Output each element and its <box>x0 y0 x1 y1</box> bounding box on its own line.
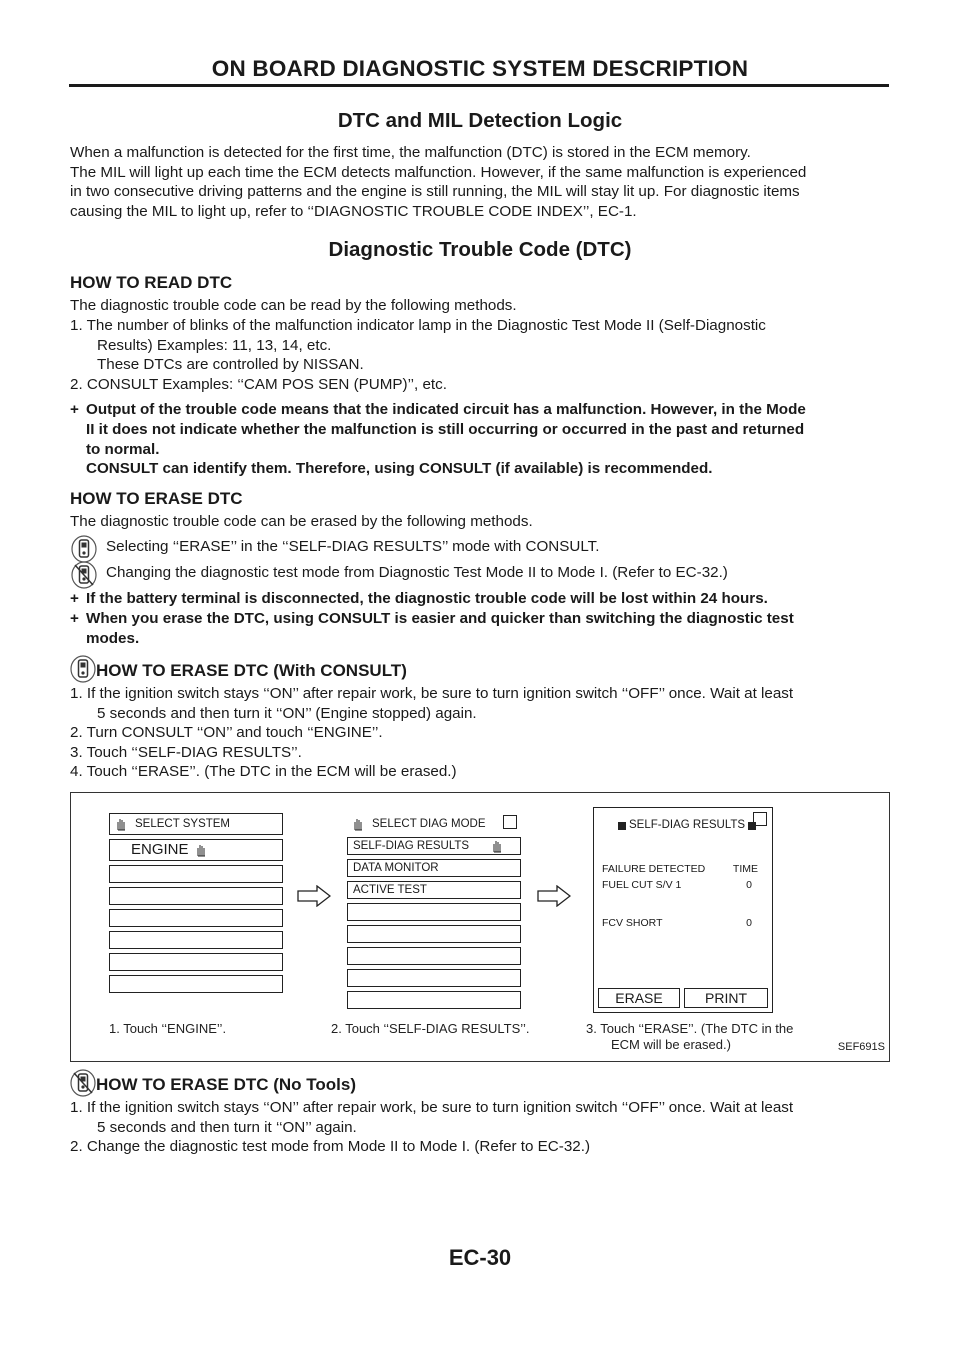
bullet-mark: + <box>70 609 79 627</box>
figure-code: SEF691S <box>837 1041 885 1054</box>
menu-item-engine[interactable]: ENGINE <box>109 839 283 861</box>
erase-note-battery: + If the battery terminal is disconnected, the diagnostic trouble code will be lost within 24 hours. <box>70 590 768 608</box>
erase-intro: The diagnostic trouble code can be erased by the following methods. <box>70 512 533 530</box>
consult-tester-icon <box>70 655 96 683</box>
menu-item-empty <box>347 903 521 921</box>
consult-step-3: 3. Touch ‘‘SELF-DIAG RESULTS’’. <box>70 743 302 761</box>
read-intro: The diagnostic trouble code can be read by the following methods. <box>70 297 517 315</box>
hand-icon <box>195 843 207 857</box>
figure-caption-1: 1. Touch ‘‘ENGINE’’. <box>109 1021 227 1037</box>
menu-item-empty <box>109 931 283 949</box>
body-line: causing the MIL to light up, refer to ‘‘DIAGNOSTIC TROUBLE CODE INDEX’’, EC-1. <box>70 202 637 220</box>
menu-item-empty <box>347 969 521 987</box>
figure-caption-3-cont: ECM will be erased.) <box>611 1037 731 1053</box>
menu-item-empty <box>347 947 521 965</box>
no-tools-icon <box>70 1069 96 1097</box>
figure-caption-2: 2. Touch ‘‘SELF-DIAG RESULTS’’. <box>331 1021 530 1037</box>
no-tools-icon <box>71 561 97 589</box>
menu-item-self-diag-results[interactable]: SELF-DIAG RESULTS <box>347 837 521 855</box>
subheading-how-to-erase: HOW TO ERASE DTC <box>70 488 243 508</box>
consult-step-2: 2. Turn CONSULT ‘‘ON’’ and touch ‘‘ENGINE’’. <box>70 724 383 742</box>
print-button[interactable]: PRINT <box>684 988 768 1008</box>
arrow-right-icon <box>297 885 331 907</box>
page-number: EC-30 <box>448 1245 512 1270</box>
erase-method-consult: Selecting ‘‘ERASE’’ in the ‘‘SELF-DIAG RESULTS’’ mode with CONSULT. <box>70 537 890 563</box>
body-line: in two consecutive driving patterns and the engine is still running, the MIL will stay lit up. For diagnostic items <box>70 183 800 201</box>
menu-item-empty <box>109 975 283 993</box>
body-line: The MIL will light up each time the ECM detects malfunction. However, if the same malfunction is experienced <box>70 163 807 181</box>
subheading-how-to-read: HOW TO READ DTC <box>70 273 233 293</box>
section-heading-dtc: Diagnostic Trouble Code (DTC) <box>328 238 632 262</box>
body-line: When a malfunction is detected for the first time, the malfunction (DTC) is stored in the ECM memory. <box>70 144 751 161</box>
screen-title: SELECT DIAG MODE <box>372 818 486 831</box>
erase-button[interactable]: ERASE <box>598 988 680 1008</box>
screen-select-system <box>109 813 283 1013</box>
hand-icon <box>352 817 364 831</box>
square-marker-icon <box>618 822 626 830</box>
page-header-title: ON BOARD DIAGNOSTIC SYSTEM DESCRIPTION <box>211 56 749 81</box>
menu-item-data-monitor[interactable]: DATA MONITOR <box>347 859 521 877</box>
consult-tester-icon <box>71 535 97 563</box>
screen-title-bar <box>109 813 283 835</box>
erase-note-consult: + When you erase the DTC, using CONSULT is easier and quicker than switching the diagnostic test modes. <box>70 609 794 647</box>
no-tools-step-1-cont: 5 seconds and then turn it ‘‘ON’’ again. <box>97 1118 357 1136</box>
menu-item-empty <box>109 865 283 883</box>
read-note: + Output of the trouble code means that the indicated circuit has a malfunction. However, in the Mode II it does not indicate whether the malfunction is still occurring or occurred in the past and returned to normal. CONSULT can identify them. Therefore, using CONSULT (if available) is recommended. <box>70 401 806 478</box>
bullet-mark: + <box>70 401 79 419</box>
menu-item-empty <box>347 991 521 1009</box>
page-content <box>70 108 890 1157</box>
screen-select-diag-mode <box>347 813 521 1013</box>
result-time: 0 <box>746 917 752 930</box>
menu-item-empty <box>347 925 521 943</box>
menu-item-active-test[interactable]: ACTIVE TEST <box>347 881 521 899</box>
screen-self-diag-results <box>593 807 773 1013</box>
result-name: FUEL CUT S/V 1 <box>602 879 682 892</box>
read-item-1-cont: These DTCs are controlled by NISSAN. <box>97 356 364 374</box>
subheading-with-consult-row <box>70 660 890 682</box>
header-rule <box>69 84 889 87</box>
subheading-no-tools-row <box>70 1074 890 1096</box>
screen-title: SELECT SYSTEM <box>135 818 231 831</box>
menu-item-empty <box>109 887 283 905</box>
figure-caption-3: 3. Touch ‘‘ERASE’’. (The DTC in the <box>586 1021 794 1037</box>
col-failure-detected: FAILURE DETECTED <box>602 863 706 876</box>
checkbox-icon <box>503 815 517 829</box>
menu-item-empty <box>109 953 283 971</box>
read-item-1-cont: Results) Examples: 11, 13, 14, etc. <box>97 336 332 354</box>
result-time: 0 <box>746 879 752 892</box>
no-tools-step-1: 1. If the ignition switch stays ‘‘ON’’ after repair work, be sure to turn ignition switch ‘‘OFF’’ once. Wait at least <box>70 1099 794 1117</box>
menu-item-empty <box>109 909 283 927</box>
hand-icon <box>491 839 503 853</box>
subheading-with-consult: HOW TO ERASE DTC (With CONSULT) <box>96 661 407 681</box>
result-name: FCV SHORT <box>602 917 663 930</box>
arrow-right-icon <box>537 885 571 907</box>
read-item-1: 1. The number of blinks of the malfunction indicator lamp in the Diagnostic Test Mode II (Self-Diagnostic <box>70 316 766 334</box>
checkbox-icon <box>753 812 767 826</box>
screen-title-bar <box>347 813 521 835</box>
bullet-mark: + <box>70 590 79 608</box>
consult-step-1: 1. If the ignition switch stays ‘‘ON’’ after repair work, be sure to turn ignition switch ‘‘OFF’’ once. Wait at least <box>70 685 794 703</box>
col-time: TIME <box>732 863 758 876</box>
erase-method-no-tools: Changing the diagnostic test mode from Diagnostic Test Mode II to Mode I. (Refer to EC-32.) <box>70 563 890 589</box>
screen-title-bar <box>618 816 756 836</box>
section-heading-dtc-mil: DTC and MIL Detection Logic <box>337 109 623 132</box>
consult-screens-figure <box>70 792 890 1062</box>
consult-step-1-cont: 5 seconds and then turn it ‘‘ON’’ (Engine stopped) again. <box>97 704 477 722</box>
consult-step-4: 4. Touch ‘‘ERASE’’. (The DTC in the ECM will be erased.) <box>70 763 457 781</box>
screen-title: SELF-DIAG RESULTS <box>629 819 746 832</box>
read-item-2: 2. CONSULT Examples: ‘‘CAM POS SEN (PUMP)’’, etc. <box>70 375 447 393</box>
hand-icon <box>115 817 127 831</box>
no-tools-step-2: 2. Change the diagnostic test mode from Mode II to Mode I. (Refer to EC-32.) <box>70 1138 591 1156</box>
subheading-no-tools: HOW TO ERASE DTC (No Tools) <box>96 1075 357 1095</box>
